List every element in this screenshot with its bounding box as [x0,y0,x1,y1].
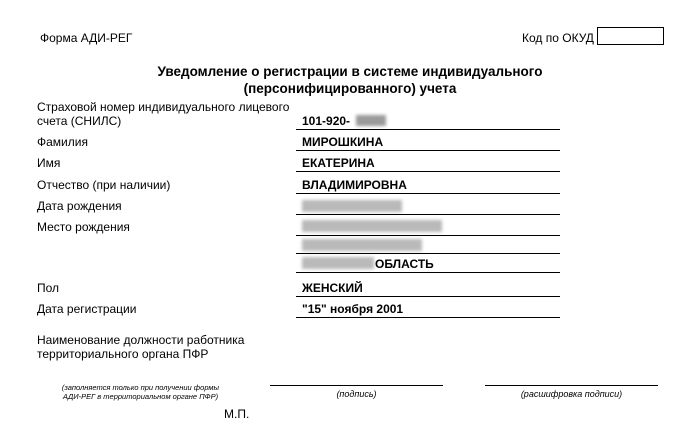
gender-label: Пол [37,281,60,295]
stamp-place: М.П. [224,407,250,421]
signature-caption: (подпись) [336,389,377,399]
birthplace-redaction-1 [302,220,442,232]
signature-line [270,385,443,386]
snils-underline [296,129,560,130]
birthplace-label: Место рождения [37,220,130,234]
signature-decode-line [485,385,658,386]
regdate-value: "15" ноября 2001 [302,302,404,316]
birthplace-underline-3 [296,272,560,273]
birthplace-redaction-2 [302,239,422,251]
snils-redaction [356,115,386,126]
official-label-line-1: Наименование должности работника [37,333,245,347]
title-line-1: Уведомление о регистрации в системе индивидуального [157,64,543,79]
official-position-label [37,333,244,361]
surname-underline [296,150,560,151]
document-title [90,63,610,97]
name-label: Имя [37,156,61,170]
birthdate-underline [296,214,560,215]
okud-code-box [597,27,664,45]
title-line-2: (персонифицированного) учета [243,81,457,96]
patronymic-underline [296,193,560,194]
snils-value: 101-920- [302,114,351,128]
birthdate-label: Дата рождения [37,199,122,213]
birthplace-underline-2 [296,253,560,254]
snils-label-line-2: счета (СНИЛС) [37,114,122,128]
gender-value: ЖЕНСКИЙ [302,281,363,295]
okud-label: Код по ОКУД [522,31,594,45]
gender-underline [296,296,560,297]
regdate-label: Дата регистрации [37,302,137,316]
surname-label: Фамилия [37,135,88,149]
snils-label [37,100,289,128]
signature-note-line-1: (заполняется только при получении формы [61,383,220,392]
birthplace-redaction-3 [302,257,374,269]
signature-decode-caption: (расшифровка подписи) [520,389,623,399]
name-underline [296,171,560,172]
birthplace-underline-1 [296,235,560,236]
surname-value: МИРОШКИНА [302,135,384,149]
signature-note-line-2: АДИ-РЕГ в территориальном органе ПФР) [62,392,219,401]
snils-label-line-1: Страховой номер индивидуального лицевого [37,100,290,114]
patronymic-value: ВЛАДИМИРОВНА [302,178,407,192]
name-value: ЕКАТЕРИНА [302,156,375,170]
patronymic-label: Отчество (при наличии) [37,178,171,192]
official-label-line-2: территориального органа ПФР [37,347,209,361]
signature-note [38,383,243,401]
regdate-underline [296,317,560,318]
form-name: Форма АДИ-РЕГ [40,31,133,45]
birthplace-region: ОБЛАСТЬ [375,257,434,271]
birthdate-redaction [302,200,402,212]
